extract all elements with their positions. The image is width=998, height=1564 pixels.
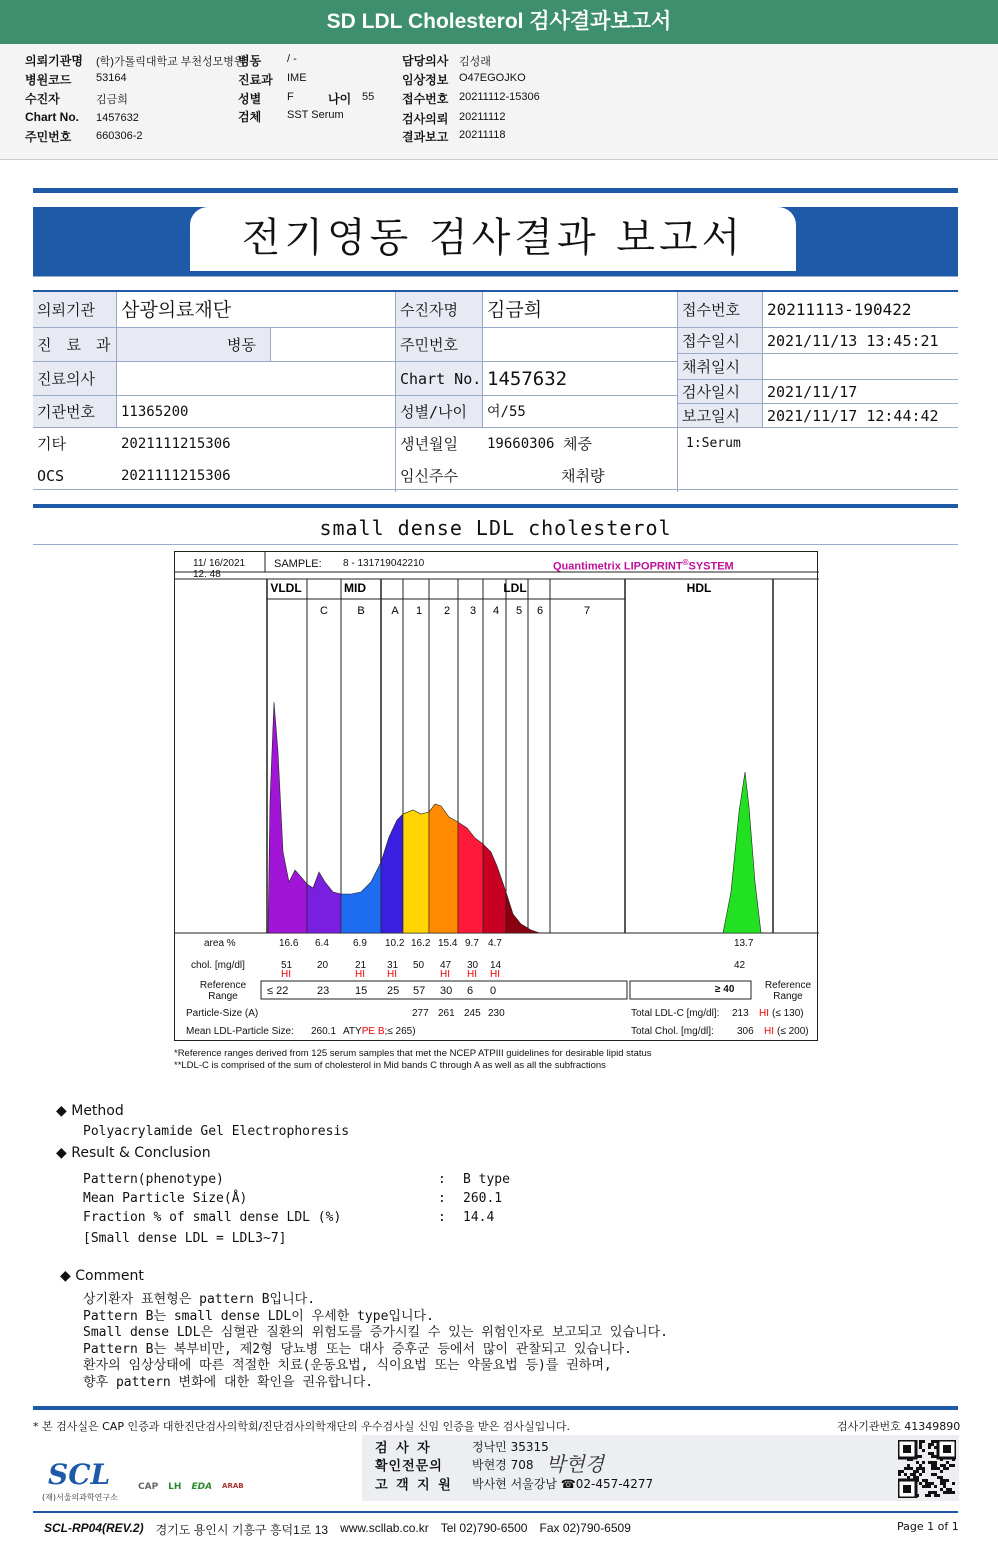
- label-chart-no: Chart No.: [395, 362, 483, 396]
- value-inst-no: 11365200: [117, 396, 395, 428]
- band-label: 1: [415, 605, 423, 617]
- field-value: 김금희: [96, 94, 128, 106]
- field-value: 20211112: [459, 111, 506, 123]
- field-value: / -: [287, 53, 297, 65]
- comment-line: Pattern B는 small dense LDL이 우세한 type입니다.: [83, 1308, 434, 1324]
- hi-flag: HI: [490, 969, 500, 980]
- total-chol-flag: HI: [764, 1026, 774, 1037]
- area-value: 10.2: [385, 938, 405, 949]
- area-value: 6.4: [315, 938, 329, 949]
- chart-date: 11/ 16/2021: [193, 558, 246, 569]
- reviewer-label: 확인전문의: [375, 1459, 443, 1474]
- label-doctor: 진료의사: [33, 362, 117, 396]
- lab-no: 검사기관번호 41349890: [837, 1420, 961, 1433]
- hi-flag: HI: [440, 969, 450, 980]
- density-band: [506, 892, 540, 933]
- chol-label: chol. [mg/dl]: [191, 960, 245, 971]
- footnote-1: *Reference ranges derived from 125 serum samples that met the NCEP ATPIII guidelines for desirable lipid status: [174, 1048, 652, 1059]
- total-ldlc-label: Total LDL-C [mg/dl]:: [631, 1008, 720, 1019]
- field-label: 병동: [238, 54, 262, 68]
- diamond-icon: ◆: [60, 1268, 71, 1284]
- particle-value: 230: [488, 1008, 505, 1019]
- result-colon: :: [438, 1210, 446, 1225]
- chol-value: 14: [490, 960, 502, 971]
- label-test-date: 검사일시: [677, 380, 763, 404]
- ref-value: 23: [317, 985, 330, 997]
- comment-line: 환자의 임상상태에 따른 적절한 치료(운동요법, 식이요법 또는 약물요법 등)를 권하며,: [83, 1358, 612, 1374]
- result-value: B type: [463, 1172, 510, 1187]
- scl-logo-sub: (재)서울의과학연구소: [42, 1493, 118, 1502]
- qr-code: [898, 1440, 956, 1498]
- header-info: [0, 44, 998, 160]
- tel: Tel 02)790-6500: [440, 1521, 528, 1535]
- divider: [33, 544, 958, 545]
- field-value: 55: [362, 91, 375, 103]
- report-title: 전기영동 검사결과 보고서: [190, 207, 796, 271]
- band-label: 6: [536, 605, 544, 617]
- total-chol-ref: (≤ 200): [777, 1026, 809, 1037]
- field-label: 담당의사: [402, 54, 449, 68]
- page-number: Page 1 of 1: [897, 1520, 959, 1533]
- lipoprint-chart: [174, 551, 818, 1041]
- chol-value: 51: [281, 960, 293, 971]
- value-test-date: 2021/11/17: [763, 380, 958, 404]
- examiner-value: 정낙민 35315: [472, 1440, 549, 1454]
- label-weight: 체중: [563, 435, 592, 453]
- support-label: 고 객 지 원: [375, 1478, 453, 1493]
- form-code: SCL-RP04(REV.2): [44, 1521, 144, 1535]
- result-value: 260.1: [463, 1191, 503, 1206]
- field-label: 임상정보: [402, 73, 449, 87]
- band-label: 7: [583, 605, 591, 617]
- comment-line: Pattern B는 복부비만, 제2형 당뇨병 또는 대사 증후군 등에서 많이 관찰되고 있습니다.: [83, 1341, 632, 1357]
- method-text: Polyacrylamide Gel Electrophoresis: [83, 1124, 350, 1139]
- mean-size-value: 260.1: [311, 1026, 337, 1037]
- field-value: 20211112-15306: [459, 91, 540, 103]
- hdl-peak: [723, 772, 761, 933]
- lh-badge: LH: [168, 1482, 182, 1492]
- band-label: 4: [492, 605, 500, 617]
- ref-value: 15: [355, 985, 368, 997]
- signature: 박현경: [546, 1452, 604, 1476]
- value-receipt-no: 20211113-190422: [763, 292, 958, 328]
- result-value: 14.4: [463, 1210, 495, 1225]
- field-label: 의뢰기관명: [25, 54, 83, 68]
- density-band: [268, 702, 307, 933]
- result-colon: :: [438, 1191, 446, 1206]
- chol-value: 47: [440, 960, 452, 971]
- label-volume: 채취량: [561, 467, 605, 485]
- brand-name: Quantimetrix LIPOPRINT®SYSTEM: [553, 558, 734, 573]
- value-sex-age: 여/55: [483, 396, 677, 428]
- field-value: 1457632: [96, 112, 139, 124]
- method-title: ◆ Method: [56, 1103, 124, 1119]
- field-label: 접수번호: [402, 92, 449, 106]
- total-chol-value: 306: [737, 1026, 754, 1037]
- mean-size-type: ATYPE B;≤ 265): [343, 1026, 416, 1037]
- mean-size-label: Mean LDL-Particle Size:: [186, 1026, 294, 1037]
- label-sex-age: 성별/나이: [395, 396, 483, 428]
- arab-badge: ARAB: [222, 1482, 244, 1490]
- band-label: 3: [469, 605, 477, 617]
- group-label: LDL: [503, 581, 527, 595]
- divider: [33, 504, 958, 508]
- divider: [33, 1406, 958, 1410]
- comment-line: 향후 pattern 변화에 대한 확인을 권유합니다.: [83, 1375, 374, 1390]
- examiner-label: 검 사 자: [375, 1441, 432, 1456]
- density-band: [381, 814, 403, 933]
- comment-line: Small dense LDL은 심혈관 질환의 위험도를 증가시킬 수 있는 위험인자로 보고되고 있습니다.: [83, 1325, 668, 1341]
- info-table: [33, 290, 958, 490]
- footer-address-line: [44, 1521, 631, 1538]
- area-value: 15.4: [438, 938, 458, 949]
- reviewer-value: 박현경 708: [472, 1458, 534, 1472]
- ref-label: Reference Range: [199, 980, 247, 1002]
- comment-title: ◆ Comment: [60, 1268, 144, 1284]
- group-label: HDL: [686, 581, 712, 595]
- label-inst: 의뢰기관: [33, 292, 117, 328]
- value-receipt-date: 2021/11/13 13:45:21: [763, 328, 958, 354]
- chol-value: 50: [413, 960, 425, 971]
- hdl-area: 13.7: [734, 938, 754, 949]
- divider: [33, 1511, 958, 1513]
- ref-value: ≤ 22: [267, 985, 289, 997]
- density-band: [483, 844, 506, 933]
- fax: Fax 02)790-6509: [539, 1521, 631, 1535]
- band-label: C: [320, 605, 328, 617]
- value-ssn: [483, 328, 677, 362]
- hi-flag: HI: [387, 969, 397, 980]
- cert-note: * 본 검사실은 CAP 인증과 대한진단검사의학회/진단검사의학재단의 우수검사실 신임 인증을 받은 검사실입니다.: [33, 1420, 571, 1433]
- sample-label: SAMPLE:: [274, 558, 322, 570]
- area-value: 16.2: [411, 938, 431, 949]
- section-title: small dense LDL cholesterol: [319, 516, 672, 540]
- hi-flag: HI: [355, 969, 365, 980]
- field-label: 나이: [328, 92, 352, 106]
- value-chart-no: 1457632: [483, 362, 677, 396]
- field-value: F: [287, 91, 294, 103]
- field-value: SST Serum: [287, 109, 344, 121]
- result-label: Pattern(phenotype): [83, 1172, 224, 1187]
- chol-value: 20: [317, 960, 329, 971]
- field-label: 검사의뢰: [402, 112, 449, 126]
- field-label: 병원코드: [25, 73, 72, 87]
- area-label: area %: [204, 938, 236, 949]
- diamond-icon: ◆: [56, 1103, 67, 1119]
- particle-value: 261: [438, 1008, 455, 1019]
- label-patient: 수진자명: [395, 292, 483, 328]
- result-colon: :: [438, 1172, 446, 1187]
- comment-line: 상기환자 표현형은 pattern B입니다.: [83, 1292, 316, 1307]
- field-value: 김성래: [459, 56, 491, 68]
- label-birth: 생년월일: [395, 428, 483, 460]
- value-specimen: 1:Serum: [677, 428, 958, 492]
- value-inst: 삼광의료재단: [117, 292, 395, 328]
- value-collect-date: [763, 354, 958, 380]
- cap-badge: CAP: [138, 1482, 159, 1492]
- ref-value: 30: [440, 985, 453, 997]
- label-report-date: 보고일시: [677, 404, 763, 428]
- field-label: 결과보고: [402, 130, 449, 144]
- hi-flag: HI: [281, 969, 291, 980]
- banner-title: SD LDL Cholesterol 검사결과보고서: [0, 0, 998, 44]
- value-ocs: 2021111215306: [121, 468, 231, 484]
- divider: [33, 188, 958, 193]
- chol-value: 21: [355, 960, 367, 971]
- value-birth: 19660306: [487, 436, 555, 452]
- field-label: 진료과: [238, 73, 273, 87]
- value-doctor: [117, 362, 395, 396]
- label-inst-no: 기관번호: [33, 396, 117, 428]
- total-ldlc-flag: HI: [759, 1008, 769, 1019]
- field-value: IME: [287, 72, 307, 84]
- particle-value: 245: [464, 1008, 481, 1019]
- field-label: 성별: [238, 92, 262, 106]
- label-pregnancy: 임신주수: [395, 460, 483, 492]
- label-dept: 진 료 과: [33, 328, 117, 362]
- label-collect-date: 채취일시: [677, 354, 763, 380]
- total-ldlc-value: 213: [732, 1008, 749, 1019]
- label-ward: 병동: [117, 328, 271, 362]
- footnote-2: **LDL-C is comprised of the sum of cholesterol in Mid bands C through A as well as all the subfractions: [174, 1060, 606, 1071]
- area-value: 6.9: [353, 938, 367, 949]
- field-label: 주민번호: [25, 130, 72, 144]
- density-band: [341, 862, 381, 933]
- diamond-icon: ◆: [56, 1145, 67, 1161]
- chart-time: 12: 48: [193, 569, 221, 580]
- label-receipt-date: 접수일시: [677, 328, 763, 354]
- density-band: [458, 822, 483, 933]
- ref-value: 57: [413, 985, 426, 997]
- band-label: B: [357, 605, 365, 617]
- hdl-ref: ≥ 40: [715, 984, 735, 995]
- label-ocs: OCS: [37, 467, 65, 485]
- field-value: O47EGOJKO: [459, 72, 526, 84]
- field-label: 수진자: [25, 92, 60, 106]
- label-ssn: 주민번호: [395, 328, 483, 362]
- area-value: 4.7: [488, 938, 502, 949]
- hi-flag: HI: [467, 969, 477, 980]
- value-report-date: 2021/11/17 12:44:42: [763, 404, 958, 428]
- value-etc: 2021111215306: [121, 436, 231, 452]
- label-etc: 기타: [37, 435, 66, 453]
- website[interactable]: www.scllab.co.kr: [340, 1521, 429, 1535]
- ref-value: 6: [467, 985, 474, 997]
- density-band: [307, 872, 341, 933]
- density-band: [429, 804, 458, 933]
- field-value: 20211118: [459, 129, 506, 141]
- group-label: VLDL: [270, 581, 302, 595]
- area-value: 9.7: [465, 938, 479, 949]
- chol-value: 31: [387, 960, 399, 971]
- ref-value: 25: [387, 985, 400, 997]
- band-label: A: [391, 605, 399, 617]
- group-label: MID: [344, 581, 366, 595]
- result-title: ◆ Result & Conclusion: [56, 1145, 211, 1161]
- hdl-chol: 42: [734, 960, 746, 971]
- ref-label-right: Reference Range: [764, 980, 812, 1002]
- sample-value: 8 - 131719042210: [343, 558, 425, 569]
- field-value: 53164: [96, 72, 127, 84]
- density-band: [403, 810, 429, 933]
- address: 경기도 용인시 기흥구 흥덕1로 13: [155, 1523, 329, 1537]
- label-receipt-no: 접수번호: [677, 292, 763, 328]
- support-value: 박사현 서울강남 ☎02-457-4277: [472, 1477, 654, 1491]
- particle-size-label: Particle-Size (A): [186, 1008, 259, 1019]
- total-ldlc-ref: (≤ 130): [772, 1008, 804, 1019]
- area-value: 16.6: [279, 938, 299, 949]
- eda-badge: EDA: [191, 1482, 213, 1492]
- result-note: [Small dense LDL = LDL3~7]: [83, 1231, 287, 1246]
- band-label: 5: [515, 605, 523, 617]
- value-ward: [271, 328, 395, 362]
- result-label: Fraction % of small dense LDL (%): [83, 1210, 342, 1225]
- scl-logo: SCL: [48, 1458, 111, 1491]
- field-label: 검체: [238, 110, 262, 124]
- badges: [138, 1482, 244, 1492]
- total-chol-label: Total Chol. [mg/dl]:: [631, 1026, 714, 1037]
- field-label: Chart No.: [25, 110, 79, 124]
- band-label: 2: [443, 605, 451, 617]
- field-value: 660306-2: [96, 130, 143, 142]
- chol-value: 30: [467, 960, 479, 971]
- divider: [33, 276, 958, 277]
- result-label: Mean Particle Size(Å): [83, 1191, 248, 1206]
- particle-value: 277: [412, 1008, 429, 1019]
- field-value: (학)가톨릭대학교 부천성모병원: [96, 56, 245, 68]
- value-patient: 김금희: [483, 292, 677, 328]
- ref-value: 0: [490, 985, 497, 997]
